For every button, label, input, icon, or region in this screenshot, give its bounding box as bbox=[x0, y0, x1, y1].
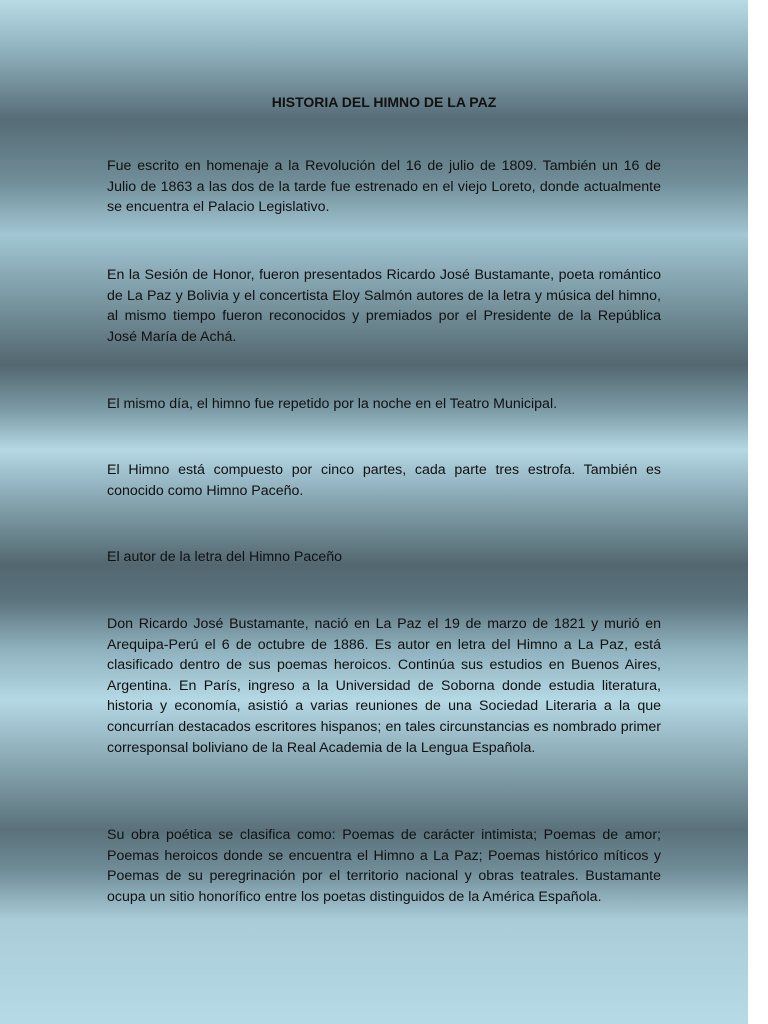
paragraph-structure: El Himno está compuesto por cinco partes, cada parte tres estrofa. También es conocido como Himno Paceño. bbox=[107, 462, 661, 499]
paragraph-author-bio: Don Ricardo José Bustamante, nació en La Paz el 19 de marzo de 1821 y murió en Arequipa-Perú el 6 de octubre de 1886. Es autor en letra del Himno a La Paz, está clasificado dentro de sus poemas heroicos. Continúa sus estudios en Buenos Aires, Argentina. En París, ingreso a la Universidad de Soborna donde estudia literatura, historia y economía, asistió a varias reuniones de una Sociedad Literaria a la que concurrían destacados escritores hispanos; en tales circunstancias es nombrado primer corresponsal boliviano de la Real Academia de la Lengua Española. bbox=[107, 616, 661, 756]
paragraph-author-heading: El autor de la letra del Himno Paceño bbox=[107, 549, 343, 565]
paragraph-origin: Fue escrito en homenaje a la Revolución del 16 de julio de 1809. También un 16 de Julio de 1863 a las dos de la tarde fue estrenado en el viejo Loreto, donde actualmente se encuentra el Palacio Legislativo. bbox=[107, 158, 661, 216]
paragraph-poetic-work: Su obra poética se clasifica como: Poemas de carácter intimista; Poemas de amor; Poemas heroicos donde se encuentra el Himno a La Paz; Poemas histórico míticos y Poemas de su peregrinación por el territorio nacional y obras teatrales. Bustamante ocupa un sitio honorífico entre los poetas distinguidos de la América Española. bbox=[107, 827, 661, 905]
document-title: HISTORIA DEL HIMNO DE LA PAZ bbox=[271, 94, 497, 110]
paragraph-same-day: El mismo día, el himno fue repetido por la noche en el Teatro Municipal. bbox=[107, 396, 558, 412]
page-margin bbox=[748, 0, 768, 1024]
paragraph-session-of-honor: En la Sesión de Honor, fueron presentados Ricardo José Bustamante, poeta romántico de La Paz y Bolivia y el concertista Eloy Salmón autores de la letra y música del himno, al mismo tiempo fueron reconocidos y premiados por el Presidente de la República José María de Achá. bbox=[107, 267, 661, 345]
